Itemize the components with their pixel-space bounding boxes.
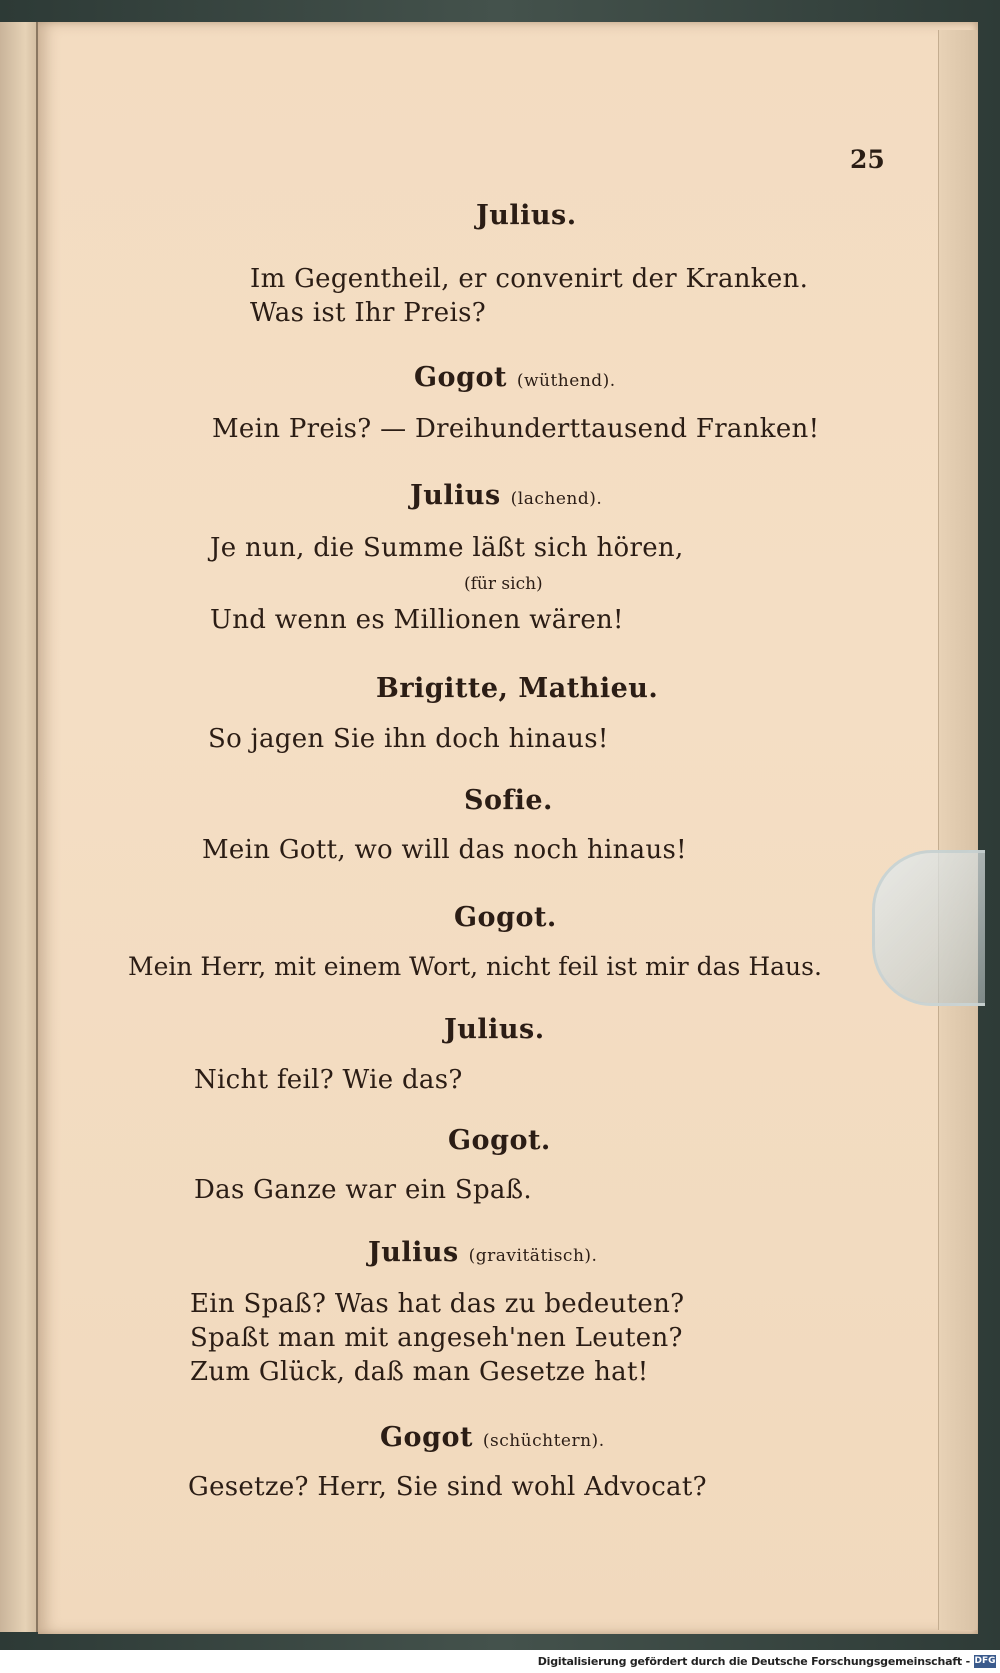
verse-line: Und wenn es Millionen wären!: [210, 605, 624, 635]
verse-line: Ein Spaß? Was hat das zu bedeuten?: [190, 1289, 685, 1319]
verse-line: Das Ganze war ein Spaß.: [194, 1175, 532, 1205]
verse-line: Mein Preis? — Dreihunderttausend Franken!: [212, 414, 820, 444]
verse-line: Mein Herr, mit einem Wort, nicht feil ist mir das Haus.: [128, 952, 822, 981]
speaker-heading: [368, 1237, 597, 1268]
speaker-name: Gogot: [414, 362, 507, 393]
page-number: 25: [850, 145, 885, 174]
speaker-heading: [448, 1125, 551, 1156]
aside-direction: (für sich): [464, 574, 543, 594]
speaker-name: Brigitte, Mathieu.: [376, 673, 659, 704]
speaker-heading: [464, 785, 553, 816]
verse-line: Spaßt man mit angeseh'nen Leuten?: [190, 1323, 683, 1353]
speaker-name: Gogot.: [454, 902, 557, 933]
page-stack-edge: [938, 30, 977, 1630]
speaker-heading: [444, 1014, 545, 1045]
stage-direction: (wüthend).: [516, 371, 616, 391]
verse-line: Mein Gott, wo will das noch hinaus!: [202, 835, 687, 865]
verse-line: Nicht feil? Wie das?: [194, 1065, 463, 1095]
verse-line: Was ist Ihr Preis?: [250, 298, 486, 328]
speaker-name: Julius.: [444, 1014, 545, 1045]
speaker-name: Julius: [368, 1237, 459, 1268]
verse-line: Gesetze? Herr, Sie sind wohl Advocat?: [188, 1472, 707, 1502]
speaker-heading: [454, 902, 557, 933]
stage-direction: (lachend).: [510, 489, 603, 509]
verse-line: Zum Glück, daß man Gesetze hat!: [190, 1357, 649, 1387]
speaker-name: Julius.: [476, 200, 577, 231]
page-clip: [872, 850, 985, 1006]
dfg-logo: DFG: [974, 1656, 996, 1666]
speaker-name: Julius: [410, 480, 501, 511]
funding-credit: Digitalisierung gefördert durch die Deutsche Forschungsgemeinschaft -: [537, 1655, 970, 1668]
speaker-heading: [410, 480, 602, 511]
verse-line: Je nun, die Summe läßt sich hören,: [210, 533, 684, 563]
stage-direction: (gravitätisch).: [468, 1246, 598, 1266]
previous-page-edge: [0, 22, 38, 1632]
verse-line: Im Gegentheil, er convenirt der Kranken.: [250, 264, 809, 294]
verse-line: So jagen Sie ihn doch hinaus!: [208, 724, 609, 754]
speaker-name: Gogot: [380, 1422, 473, 1453]
speaker-heading: [414, 362, 616, 393]
stage-direction: (schüchtern).: [482, 1431, 605, 1451]
speaker-name: Sofie.: [464, 785, 553, 816]
speaker-heading: [380, 1422, 605, 1453]
speaker-heading: [476, 200, 577, 231]
speaker-heading: [376, 673, 658, 704]
speaker-name: Gogot.: [448, 1125, 551, 1156]
